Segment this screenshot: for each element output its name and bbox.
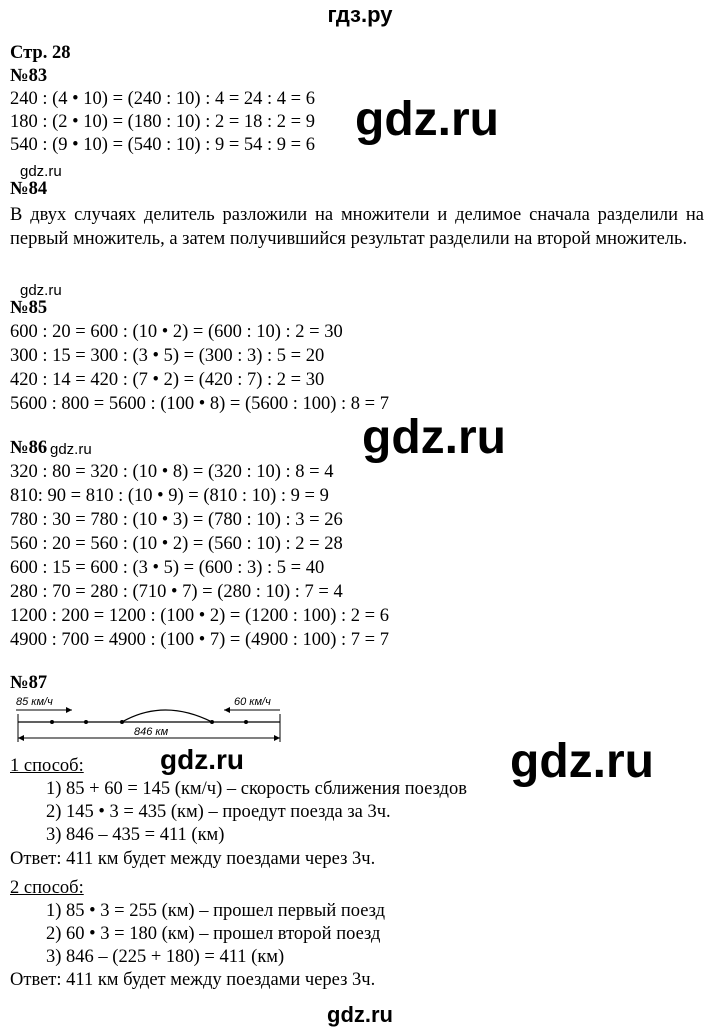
n86-line: 320 : 80 = 320 : (10 • 8) = (320 : 10) : 8 = 4 <box>10 462 334 482</box>
watermark: gdz.ru <box>510 735 654 788</box>
n85-line: 5600 : 800 = 5600 : (100 • 8) = (5600 : 100) : 8 = 7 <box>10 394 389 414</box>
watermark: gdz.ru <box>20 163 62 180</box>
n85-line: 600 : 20 = 600 : (10 • 2) = (600 : 10) : 2 = 30 <box>10 322 343 342</box>
n85-line: 420 : 14 = 420 : (7 • 2) = (420 : 7) : 2 = 30 <box>10 370 325 390</box>
site-footer: gdz.ru <box>327 1002 393 1027</box>
watermark: gdz.ru <box>20 282 62 299</box>
n83-line: 240 : (4 • 10) = (240 : 10) : 4 = 24 : 4 = 6 <box>10 89 315 109</box>
watermark: gdz.ru <box>160 744 244 775</box>
page-label: Стр. 28 <box>10 43 71 63</box>
n84-title: №84 <box>10 179 48 199</box>
method1-step: 2) 145 • 3 = 435 (км) – проедут поезда за 3ч. <box>46 802 391 822</box>
method1-answer: Ответ: 411 км будет между поездами через 3ч. <box>10 849 376 869</box>
speed-right-label: 60 км/ч <box>234 696 271 708</box>
n86-line: 560 : 20 = 560 : (10 • 2) = (560 : 10) : 2 = 28 <box>10 534 343 554</box>
method2-label: 2 способ: <box>10 878 84 898</box>
method1-label: 1 способ: <box>10 756 84 776</box>
watermark: gdz.ru <box>50 441 92 458</box>
n83-line: 180 : (2 • 10) = (180 : 10) : 2 = 18 : 2 = 9 <box>10 112 315 132</box>
n87-title: №87 <box>10 673 48 693</box>
method1-step: 1) 85 + 60 = 145 (км/ч) – скорость сближения поездов <box>46 779 467 799</box>
method1-step: 3) 846 – 435 = 411 (км) <box>46 825 225 845</box>
speed-left-label: 85 км/ч <box>16 696 53 708</box>
watermark: gdz.ru <box>362 411 506 464</box>
n86-line: 780 : 30 = 780 : (10 • 3) = (780 : 10) : 3 = 26 <box>10 510 343 530</box>
method2-step: 1) 85 • 3 = 255 (км) – прошел первый поезд <box>46 901 386 921</box>
n86-title: №86 <box>10 438 48 458</box>
n86-line: 810: 90 = 810 : (10 • 9) = (810 : 10) : 9 = 9 <box>10 486 329 506</box>
train-motion-diagram <box>14 694 284 744</box>
site-header: гдз.ру <box>327 2 393 27</box>
method2-step: 2) 60 • 3 = 180 (км) – прошел второй поезд <box>46 924 381 944</box>
n86-line: 600 : 15 = 600 : (3 • 5) = (600 : 3) : 5 = 40 <box>10 558 325 578</box>
n86-line: 280 : 70 = 280 : (710 • 7) = (280 : 10) : 7 = 4 <box>10 582 343 602</box>
n86-line: 1200 : 200 = 1200 : (100 • 2) = (1200 : 100) : 2 = 6 <box>10 606 389 626</box>
n85-title: №85 <box>10 298 48 318</box>
n85-line: 300 : 15 = 300 : (3 • 5) = (300 : 3) : 5 = 20 <box>10 346 325 366</box>
method2-answer: Ответ: 411 км будет между поездами через 3ч. <box>10 970 376 990</box>
n86-line: 4900 : 700 = 4900 : (100 • 7) = (4900 : 100) : 7 = 7 <box>10 630 389 650</box>
watermark: gdz.ru <box>355 93 499 146</box>
n83-line: 540 : (9 • 10) = (540 : 10) : 9 = 54 : 9 = 6 <box>10 135 315 155</box>
n83-title: №83 <box>10 66 48 86</box>
distance-label: 846 км <box>134 726 169 738</box>
method2-step: 3) 846 – (225 + 180) = 411 (км) <box>46 947 285 967</box>
n84-text: В двух случаях делитель разложили на множители и делимое сначала разделили на первый множитель, а затем получившийся результат разделили на второй множитель. <box>10 205 704 249</box>
